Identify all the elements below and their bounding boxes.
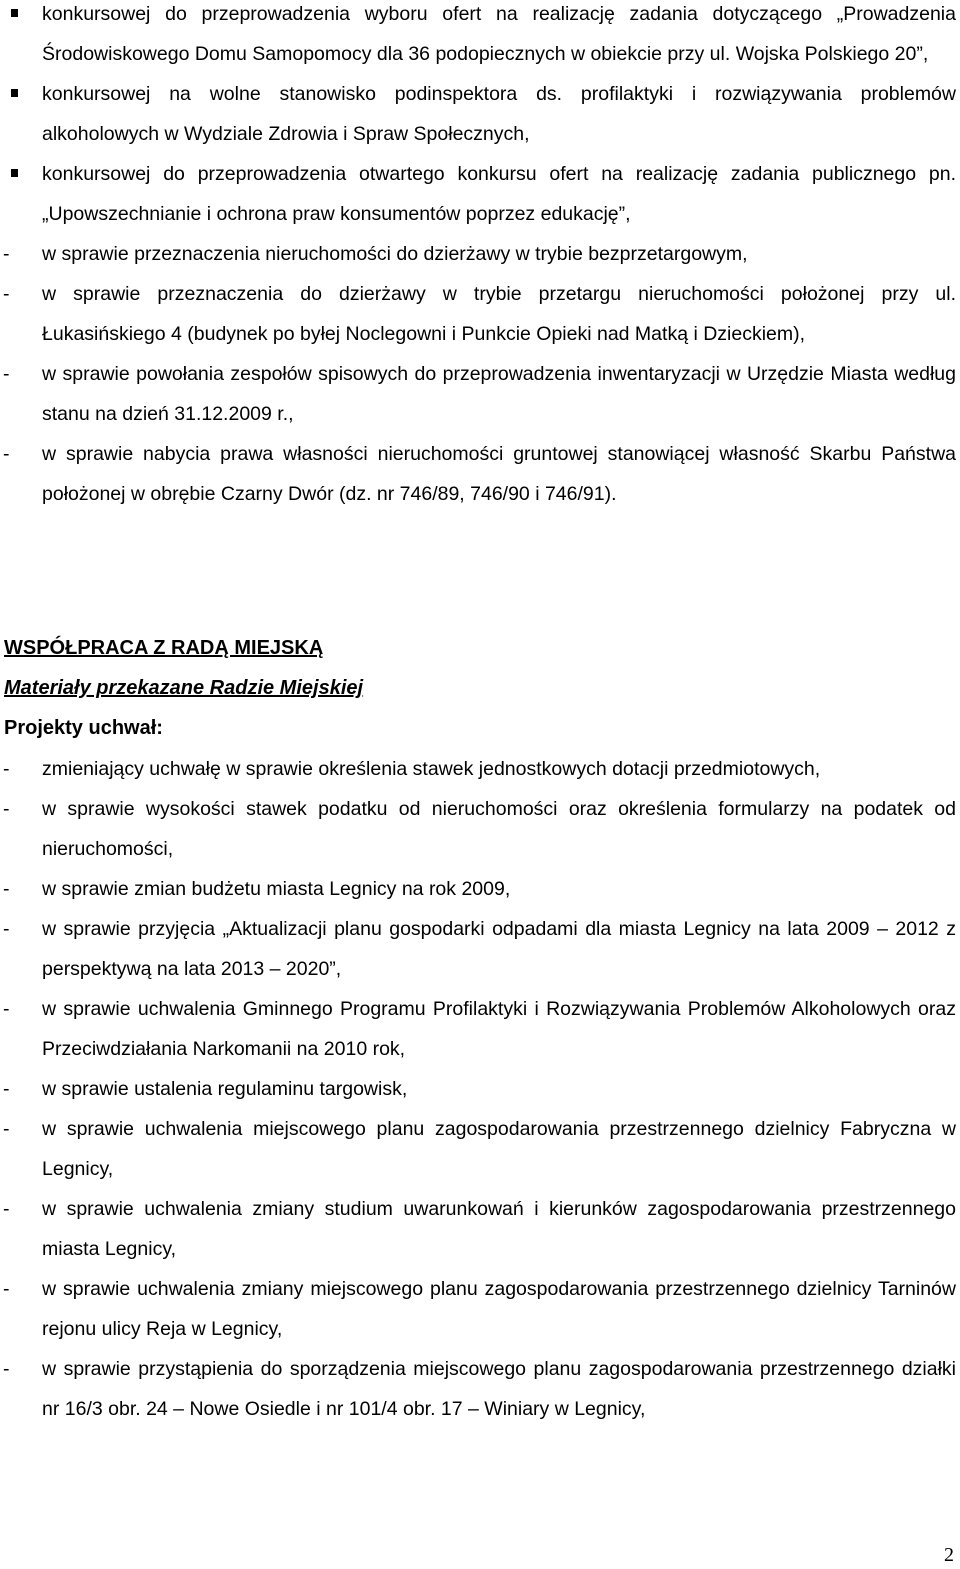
dash-marker xyxy=(0,1069,42,1109)
list-item xyxy=(0,154,956,234)
list-item-text: w sprawie wysokości stawek podatku od nieruchomości oraz określenia formularzy na podatek od nieruchomości, xyxy=(42,798,956,860)
subsection-title: Materiały przekazane Radzie Miejskiej xyxy=(4,677,364,699)
list-item xyxy=(0,1109,956,1189)
dash-marker xyxy=(0,749,42,789)
list-item xyxy=(0,354,956,434)
dash-marker xyxy=(0,909,42,989)
dash-marker xyxy=(0,354,42,434)
list-item xyxy=(0,1269,956,1349)
list-item-text: w sprawie przeznaczenia do dzierżawy w trybie przetargu nieruchomości położonej przy ul. Łukasińskiego 4 (budynek po byłej Noclegowni i Punkcie Opieki nad Matką i Dzieckiem), xyxy=(42,283,956,345)
list-item xyxy=(0,234,956,274)
list-item-text: konkursowej do przeprowadzenia wyboru ofert na realizację zadania dotyczącego „Prowadzenia Środowiskowego Domu Samopomocy dla 36 podopiecznych w obiekcie przy ul. Wojska Polskiego 20”, xyxy=(42,3,956,65)
list-item xyxy=(0,789,956,869)
section-title: WSPÓŁPRACA Z RADĄ MIEJSKĄ xyxy=(4,637,324,659)
list-item xyxy=(0,1189,956,1269)
bullet-marker xyxy=(0,74,42,154)
dash-marker xyxy=(0,869,42,909)
dash-marker xyxy=(0,1269,42,1349)
bullet-marker xyxy=(0,0,42,74)
dash-marker xyxy=(0,1189,42,1269)
dash-marker xyxy=(0,789,42,869)
list-item xyxy=(0,869,956,909)
list-item-text: konkursowej do przeprowadzenia otwartego konkursu ofert na realizację zadania publicznego pn. „Upowszechnianie i ochrona praw konsumentów poprzez edukację”, xyxy=(42,163,956,225)
list-item xyxy=(0,434,956,514)
top-section xyxy=(0,0,956,514)
list-item-text: w sprawie przyjęcia „Aktualizacji planu gospodarki odpadami dla miasta Legnicy na lata 2009 – 2012 z perspektywą na lata 2013 – 2020”, xyxy=(42,918,956,980)
list-item xyxy=(0,1069,956,1109)
list-item xyxy=(0,274,956,354)
dash-marker xyxy=(0,274,42,354)
list-item xyxy=(0,989,956,1069)
list-item-text: w sprawie uchwalenia zmiany miejscowego planu zagospodarowania przestrzennego dzielnicy Tarninów rejonu ulicy Reja w Legnicy, xyxy=(42,1278,956,1340)
list-item-text: w sprawie nabycia prawa własności nieruchomości gruntowej stanowiącej własność Skarbu Państwa położonej w obrębie Czarny Dwór (dz. nr 746/89, 746/90 i 746/91). xyxy=(42,443,956,505)
projects-list xyxy=(0,749,956,1429)
dash-marker xyxy=(0,434,42,514)
list-item-text: w sprawie ustalenia regulaminu targowisk, xyxy=(42,1078,408,1100)
list-item-text: w sprawie przeznaczenia nieruchomości do dzierżawy w trybie bezprzetargowym, xyxy=(42,243,748,265)
list-item-text: w sprawie zmian budżetu miasta Legnicy na rok 2009, xyxy=(42,878,511,900)
projects-heading: Projekty uchwał: xyxy=(4,717,163,739)
list-item-text: w sprawie uchwalenia Gminnego Programu Profilaktyki i Rozwiązywania Problemów Alkoholowych oraz Przeciwdziałania Narkomanii na 2010 rok, xyxy=(42,998,956,1060)
list-item-text: konkursowej na wolne stanowisko podinspektora ds. profilaktyki i rozwiązywania problemów alkoholowych w Wydziale Zdrowia i Spraw Społecznych, xyxy=(42,83,956,145)
list-item-text: zmieniający uchwałę w sprawie określenia stawek jednostkowych dotacji przedmiotowych, xyxy=(42,758,821,780)
dash-marker xyxy=(0,989,42,1069)
dash-marker xyxy=(0,234,42,274)
list-item-text: w sprawie powołania zespołów spisowych do przeprowadzenia inwentaryzacji w Urzędzie Miasta według stanu na dzień 31.12.2009 r., xyxy=(42,363,956,425)
list-item xyxy=(0,0,956,74)
page-number: 2 xyxy=(944,1544,954,1566)
list-item xyxy=(0,749,956,789)
list-item-text: w sprawie przystąpienia do sporządzenia miejscowego planu zagospodarowania przestrzennego działki nr 16/3 obr. 24 – Nowe Osiedle i nr 101/4 obr. 17 – Winiary w Legnicy, xyxy=(42,1358,956,1420)
list-item-text: w sprawie uchwalenia miejscowego planu zagospodarowania przestrzennego dzielnicy Fabryczna w Legnicy, xyxy=(42,1118,956,1180)
list-item xyxy=(0,909,956,989)
dash-marker xyxy=(0,1109,42,1189)
list-item-text: w sprawie uchwalenia zmiany studium uwarunkowań i kierunków zagospodarowania przestrzennego miasta Legnicy, xyxy=(42,1198,956,1260)
bullet-marker xyxy=(0,154,42,234)
dash-marker xyxy=(0,1349,42,1429)
list-item xyxy=(0,1349,956,1429)
list-item xyxy=(0,74,956,154)
